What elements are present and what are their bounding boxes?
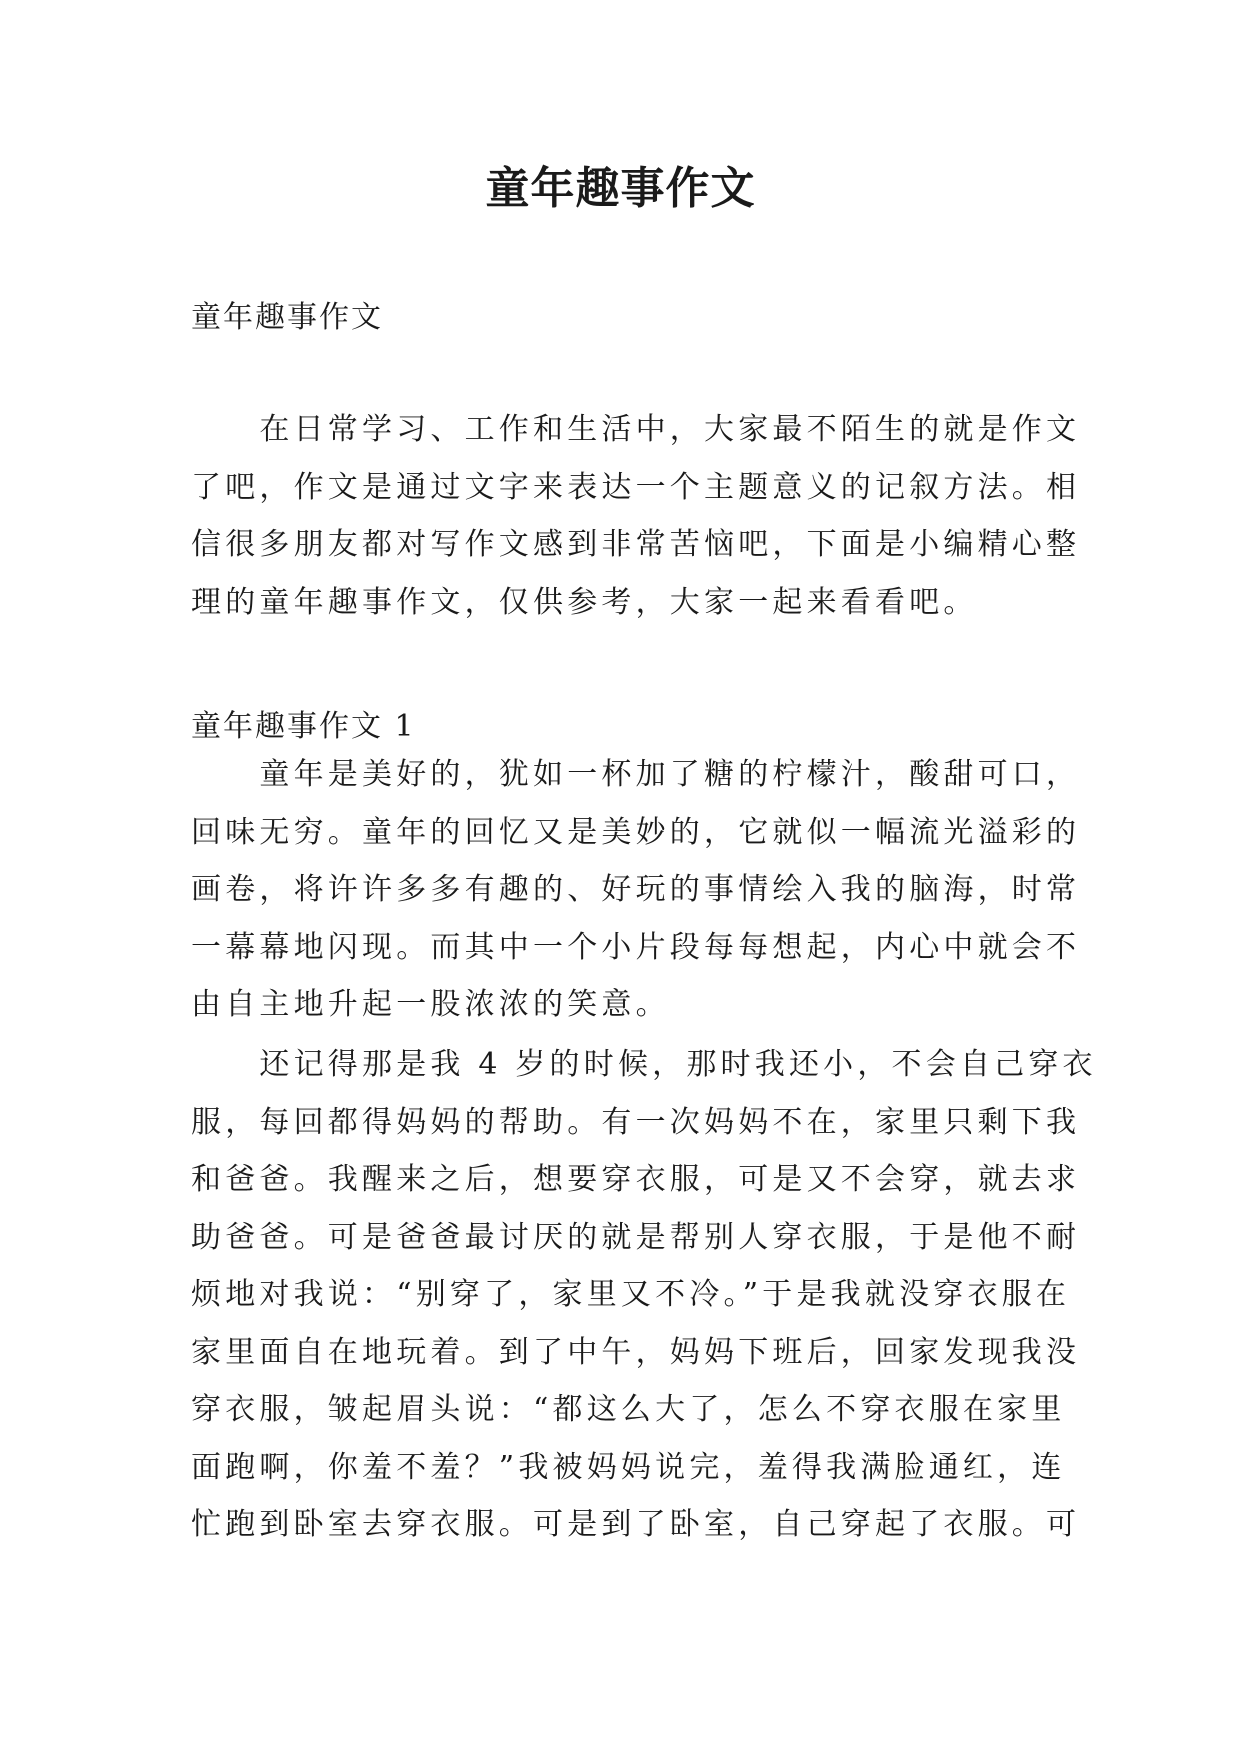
body-paragraph-2 xyxy=(191,1036,1097,1554)
text-line: 助爸爸。可是爸爸最讨厌的就是帮别人穿衣服，于是他不耐 xyxy=(191,1219,1081,1255)
text-line: 理的童年趣事作文，仅供参考，大家一起来看看吧。 xyxy=(191,584,978,620)
body-paragraph-1 xyxy=(191,746,1080,1034)
text-line: 由自主地升起一股浓浓的笑意。 xyxy=(191,987,670,1022)
text-line: 忙跑到卧室去穿衣服。可是到了卧室，自己穿起了衣服。可 xyxy=(191,1507,1081,1542)
text-line: 一幕幕地闪现。而其中一个小片段每每想起，内心中就会不 xyxy=(191,929,1081,965)
text-line: 在日常学习、工作和生活中，大家最不陌生的就是作文 xyxy=(191,412,1081,447)
section-heading: 童年趣事作文 1 xyxy=(191,709,416,744)
text-line: 回味无穷。童年的回忆又是美妙的，它就似一幅流光溢彩的 xyxy=(191,814,1081,850)
text-line: 了吧，作文是通过文字来表达一个主题意义的记叙方法。相 xyxy=(191,469,1081,505)
text-line: 信很多朋友都对写作文感到非常苦恼吧，下面是小编精心整 xyxy=(191,527,1081,562)
text-line: 面跑啊，你羞不羞？”我被妈妈说完，羞得我满脸通红，连 xyxy=(191,1449,1066,1485)
document-subtitle: 童年趣事作文 xyxy=(191,300,383,335)
text-line: 还记得那是我 4 岁的时候，那时我还小，不会自己穿衣 xyxy=(191,1047,1097,1082)
text-line: 画卷，将许许多多有趣的、好玩的事情绘入我的脑海，时常 xyxy=(191,872,1081,907)
text-line: 和爸爸。我醒来之后，想要穿衣服，可是又不会穿，就去求 xyxy=(191,1162,1081,1197)
text-line: 童年是美好的，犹如一杯加了糖的柠檬汁，酸甜可口， xyxy=(191,757,1081,792)
document-title: 童年趣事作文 xyxy=(485,163,756,214)
text-line: 烦地对我说：“别穿了，家里又不冷。”于是我就没穿衣服在 xyxy=(191,1277,1071,1312)
intro-paragraph xyxy=(191,401,1080,631)
text-line: 家里面自在地玩着。到了中午，妈妈下班后，回家发现我没 xyxy=(191,1334,1081,1370)
text-line: 穿衣服，皱起眉头说：“都这么大了，怎么不穿衣服在家里 xyxy=(191,1392,1066,1427)
text-line: 服，每回都得妈妈的帮助。有一次妈妈不在，家里只剩下我 xyxy=(191,1104,1081,1140)
